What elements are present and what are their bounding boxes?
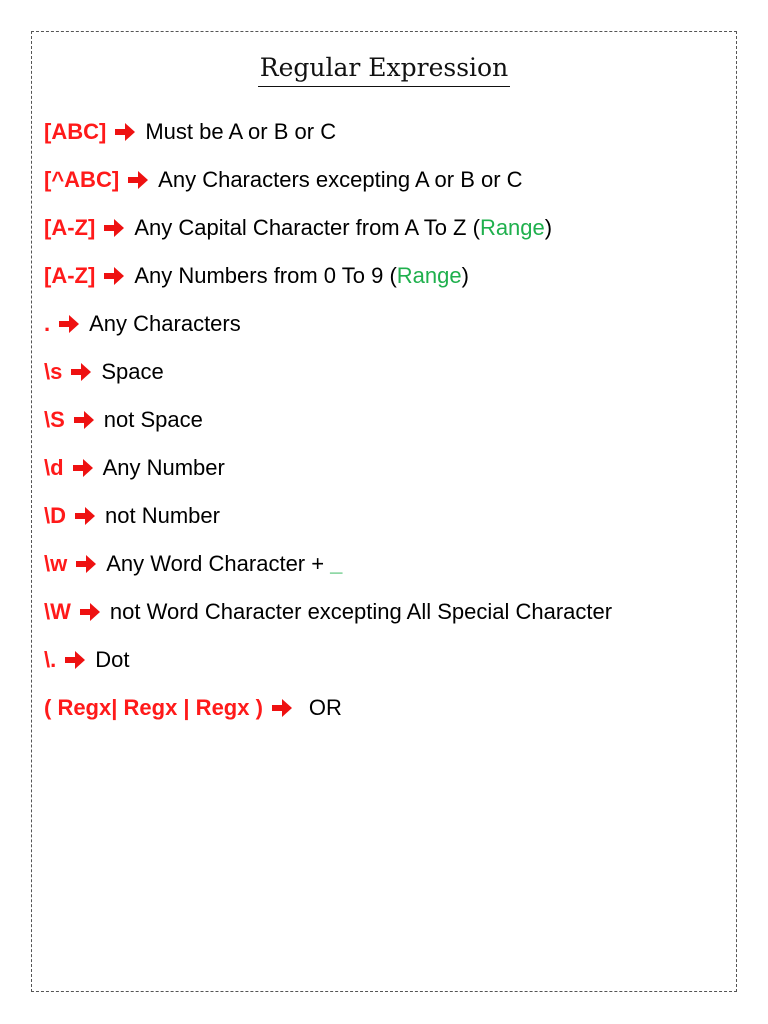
regex-description: Dot xyxy=(95,647,130,672)
regex-description: OR xyxy=(308,695,342,720)
regex-row xyxy=(44,300,744,348)
regex-description-text: Any Capital Character from A To Z ( xyxy=(134,215,480,240)
regex-description: not Number xyxy=(105,503,220,528)
right-arrow-icon xyxy=(103,265,125,287)
regex-description: Must be A or B or C xyxy=(145,119,337,144)
regex-token: \w xyxy=(44,551,68,576)
right-arrow-icon xyxy=(73,409,95,431)
regex-token: \S xyxy=(44,407,65,432)
regex-token: [^ABC] xyxy=(44,167,120,192)
regex-token: \s xyxy=(44,359,63,384)
regex-description-text: ) xyxy=(461,263,469,288)
regex-token: \W xyxy=(44,599,71,624)
regex-token: [A-Z] xyxy=(44,263,96,288)
regex-description: not Word Character excepting All Special Character xyxy=(109,599,613,624)
regex-row xyxy=(44,348,744,396)
regex-description-text: ) xyxy=(544,215,553,240)
right-arrow-icon xyxy=(70,361,92,383)
right-arrow-icon xyxy=(74,505,96,527)
regex-token: \. xyxy=(44,647,57,672)
regex-description: Any Characters xyxy=(89,311,241,336)
range-highlight: Range xyxy=(396,263,462,288)
regex-row xyxy=(44,588,744,636)
range-highlight: Range xyxy=(479,215,545,240)
right-arrow-icon xyxy=(79,601,101,623)
regex-description: not Space xyxy=(103,407,203,432)
regex-description: Any Number xyxy=(102,455,225,480)
regex-description: Any Word Character + xyxy=(106,551,325,576)
right-arrow-icon xyxy=(127,169,149,191)
regex-token: ( Regx| Regx | Regx ) xyxy=(44,695,263,720)
regex-description xyxy=(134,215,552,241)
regex-row xyxy=(44,156,744,204)
regex-row xyxy=(44,108,744,156)
regex-token: [A-Z] xyxy=(44,215,96,240)
right-arrow-icon xyxy=(114,121,136,143)
regex-description xyxy=(134,263,469,289)
underscore-highlight: _ xyxy=(330,551,343,576)
regex-row xyxy=(44,252,744,300)
right-arrow-icon xyxy=(64,649,86,671)
right-arrow-icon xyxy=(75,553,97,575)
right-arrow-icon xyxy=(58,313,80,335)
right-arrow-icon xyxy=(271,697,293,719)
regex-description-text: Any Numbers from 0 To 9 ( xyxy=(134,263,397,288)
title-wrap xyxy=(0,52,768,87)
regex-row xyxy=(44,204,744,252)
regex-list xyxy=(44,108,744,732)
regex-token: \d xyxy=(44,455,64,480)
regex-row xyxy=(44,636,744,684)
right-arrow-icon xyxy=(103,217,125,239)
regex-token: [ABC] xyxy=(44,119,107,144)
regex-row xyxy=(44,396,744,444)
page-title: Regular Expression xyxy=(258,52,510,87)
right-arrow-icon xyxy=(72,457,94,479)
regex-row xyxy=(44,444,744,492)
regex-description: Space xyxy=(101,359,164,384)
regex-description: Any Characters excepting A or B or C xyxy=(158,167,523,192)
regex-token: \D xyxy=(44,503,66,528)
regex-row xyxy=(44,540,744,588)
regex-row xyxy=(44,684,744,732)
regex-row xyxy=(44,492,744,540)
regex-token: . xyxy=(44,311,51,336)
